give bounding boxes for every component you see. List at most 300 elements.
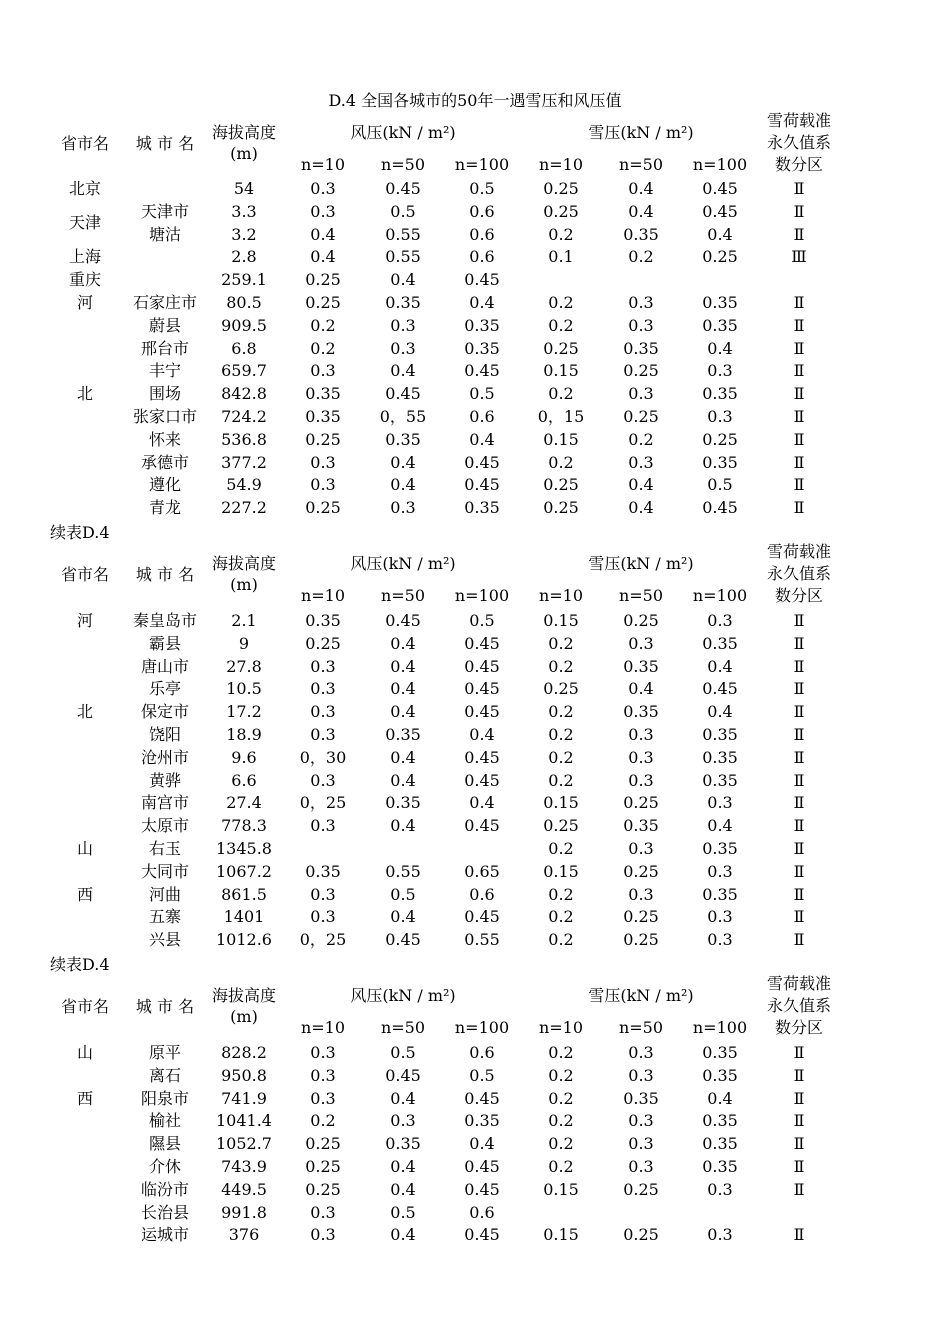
wind-n100-cell: 0.6: [469, 884, 495, 904]
province-label: 北: [76, 702, 93, 722]
snow-n50-cell: 0.25: [623, 361, 659, 381]
header-altitude: 海拔高度: [211, 123, 276, 142]
zone-cell: Ⅱ: [793, 384, 805, 404]
snow-n100-cell: 0.4: [707, 702, 733, 722]
zone-cell: Ⅱ: [793, 1134, 805, 1154]
wind-n100-cell: 0.45: [464, 816, 500, 836]
zone-cell: Ⅱ: [793, 1088, 805, 1108]
city-cell: 乐亭: [148, 679, 181, 699]
wind-n10-cell: 0.4: [310, 247, 336, 267]
snow-n100-cell: 0.35: [702, 384, 738, 404]
snow-n100-cell: 0.35: [702, 884, 738, 904]
city-cell: 大同市: [140, 861, 189, 881]
wind-n100-cell: 0.45: [464, 1179, 500, 1199]
header-altitude-unit: (m): [230, 1007, 258, 1026]
wind-n100-cell: 0.35: [464, 1111, 500, 1131]
province-label: 西: [76, 884, 93, 904]
zone-cell: Ⅱ: [793, 201, 805, 221]
wind-n50-cell: 0.4: [390, 452, 416, 472]
altitude-cell: 54: [233, 179, 255, 198]
altitude-cell: 659.7: [221, 361, 267, 381]
snow-n100-cell: 0.35: [702, 1043, 738, 1062]
snow-n50-cell: 0.3: [628, 839, 654, 858]
wind-n50-cell: 0.4: [390, 1088, 416, 1108]
header-zone-line1: 雪荷载准: [766, 974, 831, 993]
zone-cell: Ⅱ: [793, 293, 805, 312]
wind-n50-cell: 0.45: [385, 179, 421, 198]
wind-n10-cell: 0.3: [310, 770, 336, 790]
city-cell: 霸县: [148, 633, 181, 653]
wind-n10-cell: 0.2: [310, 338, 336, 358]
header-return-period: n=50: [380, 586, 426, 605]
snow-n50-cell: 0.3: [628, 315, 654, 335]
snow-n50-cell: 0.4: [628, 179, 654, 198]
city-cell: 张家口市: [132, 407, 197, 426]
altitude-cell: 909.5: [221, 315, 267, 335]
wind-n50-cell: 0.4: [390, 475, 416, 495]
wind-n100-cell: 0.6: [469, 407, 495, 426]
snow-n100-cell: 0.3: [707, 407, 733, 426]
header-zone-line3: 数分区: [774, 155, 823, 174]
snow-n10-cell: 0.15: [543, 611, 579, 630]
snow-n10-cell: 0.1: [548, 247, 574, 267]
altitude-cell: 3.3: [231, 201, 257, 221]
province-label: 河: [76, 611, 93, 630]
wind-n50-cell: 0.4: [390, 679, 416, 699]
snow-n50-cell: 0.35: [623, 656, 659, 676]
zone-cell: [756, 269, 842, 292]
altitude-cell: 80.5: [226, 293, 262, 312]
altitude-cell: 950.8: [221, 1065, 267, 1085]
altitude-cell: 377.2: [221, 452, 267, 472]
header-return-period: n=50: [618, 586, 664, 605]
snow-n10-cell: 0.25: [543, 816, 579, 836]
wind-n10-cell: 0.4: [310, 224, 336, 244]
snow-n50-cell: 0.3: [628, 1111, 654, 1131]
province-label: 西: [76, 1088, 93, 1108]
snow-n100-cell: 0.35: [702, 293, 738, 312]
header-city: 城 市 名: [135, 565, 195, 584]
snow-n100-cell: 0.3: [707, 907, 733, 927]
header-return-period: n=100: [692, 1018, 748, 1037]
snow-n50-cell: 0.3: [628, 384, 654, 404]
wind-n100-cell: 0.4: [469, 429, 495, 449]
snow-n50-cell: 0.2: [628, 247, 654, 267]
zone-cell: Ⅱ: [793, 725, 805, 744]
snow-n50-cell: 0.25: [623, 611, 659, 630]
zone-cell: Ⅱ: [793, 338, 805, 358]
header-city: 城 市 名: [135, 997, 195, 1016]
city-cell: 黄骅: [148, 770, 181, 790]
snow-n50-cell: 0.35: [623, 224, 659, 244]
snow-n10-cell: 0.2: [548, 315, 574, 335]
header-return-period: n=50: [380, 155, 426, 174]
zone-cell: Ⅱ: [793, 361, 805, 381]
header-return-period: n=50: [618, 1018, 664, 1037]
altitude-cell: 9.6: [231, 747, 257, 767]
snow-n10-cell: 0.2: [548, 452, 574, 472]
wind-n10-cell: 0.25: [305, 633, 341, 653]
wind-n10-cell: 0，25: [299, 930, 347, 950]
snow-n50-cell: 0.4: [628, 679, 654, 699]
snow-n100-cell: 0.3: [707, 361, 733, 381]
wind-n50-cell: 0.4: [390, 1157, 416, 1176]
altitude-cell: 1012.6: [216, 930, 272, 950]
header-return-period: n=10: [300, 155, 346, 174]
snow-n10-cell: 0，15: [537, 407, 585, 426]
snow-n50-cell: 0.35: [623, 338, 659, 358]
wind-n50-cell: 0.55: [385, 224, 421, 244]
wind-n50-cell: 0.35: [385, 1134, 421, 1154]
wind-n100-cell: 0.4: [469, 293, 495, 312]
city-cell: 邢台市: [140, 338, 189, 358]
province-label: 山: [76, 839, 93, 858]
wind-n10-cell: 0.3: [310, 884, 336, 904]
wind-n50-cell: 0.35: [385, 293, 421, 312]
altitude-cell: 724.2: [221, 407, 267, 426]
wind-n10-cell: 0.3: [310, 475, 336, 495]
wind-n100-cell: 0.45: [464, 633, 500, 653]
snow-n100-cell: 0.4: [707, 816, 733, 836]
wind-n100-cell: 0.45: [464, 747, 500, 767]
wind-n50-cell: 0.5: [390, 201, 416, 221]
wind-n100-cell: 0.5: [469, 1065, 495, 1085]
wind-n10-cell: 0.3: [310, 816, 336, 836]
zone-cell: Ⅱ: [793, 770, 805, 790]
header-wind: 风压(kN / m²): [350, 123, 456, 142]
zone-cell: Ⅱ: [793, 407, 805, 426]
altitude-cell: 9: [238, 633, 250, 653]
header-snow: 雪压(kN / m²): [588, 123, 694, 142]
wind-n50-cell: 0.55: [385, 861, 421, 881]
wind-n10-cell: [280, 838, 366, 861]
altitude-cell: 18.9: [226, 725, 262, 744]
header-return-period: n=100: [692, 586, 748, 605]
wind-n10-cell: 0.35: [305, 861, 341, 881]
altitude-cell: 991.8: [221, 1202, 267, 1222]
snow-n10-cell: 0.2: [548, 656, 574, 676]
wind-n100-cell: 0.45: [464, 702, 500, 722]
altitude-cell: 17.2: [226, 702, 262, 722]
zone-cell: Ⅱ: [793, 816, 805, 836]
wind-n10-cell: 0.3: [310, 679, 336, 699]
snow-n50-cell: 0.2: [628, 429, 654, 449]
wind-n100-cell: 0.35: [464, 315, 500, 335]
city-cell: 沧州市: [140, 747, 189, 767]
altitude-cell: 1041.4: [216, 1111, 272, 1131]
wind-n100-cell: 0.45: [464, 361, 500, 381]
city-cell: 承德市: [140, 452, 189, 472]
province-label: 北: [76, 384, 93, 404]
wind-n50-cell: 0.35: [385, 429, 421, 449]
snow-n10-cell: 0.25: [543, 179, 579, 198]
snow-n10-cell: 0.2: [548, 747, 574, 767]
snow-n100-cell: 0.45: [702, 498, 738, 518]
wind-n50-cell: 0.4: [390, 361, 416, 381]
city-cell: 唐山市: [140, 656, 189, 676]
altitude-cell: 741.9: [221, 1088, 267, 1108]
wind-n50-cell: 0.35: [385, 793, 421, 813]
altitude-cell: 2.8: [231, 247, 257, 267]
header-zone-line2: 永久值系: [766, 133, 831, 152]
snow-n10-cell: 0.2: [548, 770, 574, 790]
snow-n10-cell: 0.2: [548, 702, 574, 722]
altitude-cell: 3.2: [231, 224, 257, 244]
wind-n100-cell: 0.6: [469, 224, 495, 244]
snow-n100-cell: [677, 1202, 763, 1225]
zone-cell: Ⅱ: [793, 611, 805, 630]
snow-n50-cell: [598, 1202, 684, 1225]
city-cell: 兴县: [148, 930, 181, 950]
header-province: 省市名: [60, 997, 109, 1016]
city-cell: 保定市: [140, 702, 189, 722]
wind-n100-cell: 0.5: [469, 611, 495, 630]
zone-cell: Ⅱ: [793, 633, 805, 653]
snow-n100-cell: 0.3: [707, 1179, 733, 1199]
snow-n50-cell: 0.3: [628, 1065, 654, 1085]
snow-n50-cell: 0.35: [623, 816, 659, 836]
wind-n50-cell: 0.45: [385, 1065, 421, 1085]
snow-n50-cell: 0.25: [623, 1225, 659, 1245]
wind-n50-cell: 0.45: [385, 384, 421, 404]
snow-n10-cell: 0.2: [548, 1088, 574, 1108]
city-cell: 阳泉市: [140, 1088, 189, 1108]
snow-n10-cell: 0.2: [548, 1134, 574, 1154]
snow-n50-cell: [598, 269, 684, 292]
zone-cell: Ⅱ: [793, 656, 805, 676]
header-return-period: n=10: [300, 1018, 346, 1037]
snow-n100-cell: 0.35: [702, 1157, 738, 1176]
snow-n50-cell: 0.3: [628, 452, 654, 472]
snow-n50-cell: 0.3: [628, 747, 654, 767]
city-cell: 怀来: [148, 429, 181, 449]
zone-cell: Ⅱ: [793, 747, 805, 767]
snow-n10-cell: [518, 269, 604, 292]
wind-n50-cell: 0.5: [390, 1043, 416, 1062]
wind-n100-cell: 0.45: [464, 1088, 500, 1108]
header-city: 城 市 名: [135, 134, 195, 153]
city-cell: 秦皇岛市: [132, 611, 197, 630]
wind-n10-cell: 0.2: [310, 315, 336, 335]
snow-n100-cell: 0.35: [702, 839, 738, 858]
zone-cell: Ⅱ: [793, 679, 805, 699]
header-altitude-unit: (m): [230, 144, 258, 163]
snow-n10-cell: 0.2: [548, 293, 574, 312]
city-cell: [122, 269, 208, 292]
wind-n10-cell: 0.25: [305, 1179, 341, 1199]
snow-n50-cell: 0.25: [623, 907, 659, 927]
snow-n50-cell: 0.35: [623, 1088, 659, 1108]
snow-n10-cell: 0.2: [548, 1043, 574, 1062]
altitude-cell: 861.5: [221, 884, 267, 904]
wind-n100-cell: 0.5: [469, 384, 495, 404]
header-zone-line3: 数分区: [774, 1018, 823, 1037]
city-cell: 遵化: [148, 475, 181, 495]
wind-n100-cell: 0.6: [469, 1202, 495, 1222]
wind-n10-cell: 0.3: [310, 725, 336, 744]
snow-n100-cell: 0.35: [702, 747, 738, 767]
city-cell: [122, 178, 208, 201]
snow-n50-cell: 0.3: [628, 293, 654, 312]
snow-n10-cell: 0.15: [543, 429, 579, 449]
wind-n100-cell: 0.45: [464, 656, 500, 676]
wind-n10-cell: 0.25: [305, 1134, 341, 1154]
snow-n10-cell: 0.15: [543, 793, 579, 813]
province-label: 上海: [68, 247, 101, 267]
city-cell: 五寨: [148, 907, 181, 927]
wind-n50-cell: 0.5: [390, 1202, 416, 1222]
zone-cell: Ⅱ: [793, 1065, 805, 1085]
zone-cell: Ⅲ: [791, 247, 807, 267]
snow-n10-cell: 0.25: [543, 498, 579, 518]
wind-n10-cell: 0.35: [305, 611, 341, 630]
snow-n100-cell: 0.3: [707, 611, 733, 630]
header-snow: 雪压(kN / m²): [588, 554, 694, 573]
city-cell: 天津市: [140, 201, 189, 221]
snow-n100-cell: 0.3: [707, 930, 733, 950]
snow-n10-cell: 0.25: [543, 338, 579, 358]
continued-label: 续表D.4: [50, 955, 110, 974]
header-return-period: n=100: [454, 586, 510, 605]
wind-n100-cell: 0.65: [464, 861, 500, 881]
snow-n100-cell: 0.25: [702, 429, 738, 449]
snow-n100-cell: 0.35: [702, 633, 738, 653]
city-cell: 石家庄市: [132, 293, 197, 312]
zone-cell: Ⅱ: [793, 839, 805, 858]
snow-n50-cell: 0.3: [628, 1134, 654, 1154]
wind-n10-cell: 0.35: [305, 384, 341, 404]
altitude-cell: 2.1: [231, 611, 257, 630]
wind-n50-cell: 0.3: [390, 315, 416, 335]
zone-cell: Ⅱ: [793, 475, 805, 495]
snow-n10-cell: 0.2: [548, 930, 574, 950]
snow-n50-cell: 0.4: [628, 201, 654, 221]
altitude-cell: 1401: [223, 907, 265, 927]
wind-n50-cell: 0.45: [385, 930, 421, 950]
wind-n10-cell: 0.2: [310, 1111, 336, 1131]
snow-n50-cell: 0.3: [628, 633, 654, 653]
snow-n10-cell: 0.2: [548, 839, 574, 858]
province-label: 河: [76, 293, 93, 312]
wind-n10-cell: 0.25: [305, 498, 341, 518]
snow-n10-cell: 0.2: [548, 1157, 574, 1176]
wind-n10-cell: 0.3: [310, 1065, 336, 1085]
snow-n100-cell: 0.35: [702, 725, 738, 744]
city-cell: 南宫市: [140, 793, 189, 813]
city-cell: 青龙: [148, 498, 181, 518]
wind-n50-cell: 0.4: [390, 1179, 416, 1199]
snow-n10-cell: 0.2: [548, 907, 574, 927]
snow-n50-cell: 0.25: [623, 407, 659, 426]
zone-cell: Ⅱ: [793, 429, 805, 449]
altitude-cell: 536.8: [221, 429, 267, 449]
city-cell: 长治县: [140, 1202, 189, 1222]
snow-n100-cell: [677, 269, 763, 292]
wind-n10-cell: 0.25: [305, 429, 341, 449]
snow-n10-cell: 0.15: [543, 361, 579, 381]
zone-cell: Ⅱ: [793, 498, 805, 518]
snow-n50-cell: 0.25: [623, 930, 659, 950]
header-altitude: 海拔高度: [211, 554, 276, 573]
snow-n10-cell: 0.2: [548, 1111, 574, 1131]
wind-n100-cell: 0.45: [464, 1225, 500, 1245]
wind-n100-cell: 0.45: [464, 679, 500, 699]
wind-n10-cell: 0.3: [310, 702, 336, 722]
zone-cell: Ⅱ: [793, 793, 805, 813]
wind-n100-cell: 0.45: [464, 1157, 500, 1176]
wind-n100-cell: 0.4: [469, 793, 495, 813]
wind-n50-cell: 0.4: [390, 270, 416, 290]
wind-n10-cell: 0.3: [310, 1043, 336, 1062]
wind-n50-cell: 0，55: [379, 407, 427, 426]
wind-n50-cell: 0.4: [390, 702, 416, 722]
wind-n50-cell: 0.4: [390, 816, 416, 836]
snow-n50-cell: 0.3: [628, 770, 654, 790]
snow-n10-cell: 0.15: [543, 861, 579, 881]
wind-n100-cell: 0.45: [464, 475, 500, 495]
snow-n50-cell: 0.4: [628, 475, 654, 495]
altitude-cell: 1052.7: [216, 1134, 272, 1154]
altitude-cell: 828.2: [221, 1043, 267, 1062]
header-zone-line1: 雪荷载准: [766, 542, 831, 561]
snow-n50-cell: 0.3: [628, 884, 654, 904]
wind-n50-cell: 0.4: [390, 633, 416, 653]
header-altitude-unit: (m): [230, 575, 258, 594]
city-cell: 隰县: [148, 1134, 181, 1154]
wind-n10-cell: 0.3: [310, 179, 336, 198]
header-return-period: n=10: [538, 1018, 584, 1037]
altitude-cell: 6.6: [231, 770, 257, 790]
snow-n10-cell: 0.25: [543, 679, 579, 699]
header-return-period: n=100: [692, 155, 748, 174]
snow-n100-cell: 0.4: [707, 338, 733, 358]
wind-n10-cell: 0，30: [299, 747, 347, 767]
zone-cell: Ⅱ: [793, 452, 805, 472]
city-cell: 运城市: [140, 1225, 189, 1245]
wind-n100-cell: [439, 838, 525, 861]
snow-n100-cell: 0.3: [707, 793, 733, 813]
zone-cell: Ⅱ: [793, 1225, 805, 1245]
wind-n10-cell: 0.3: [310, 452, 336, 472]
snow-n10-cell: 0.25: [543, 475, 579, 495]
zone-cell: Ⅱ: [793, 1157, 805, 1176]
header-wind: 风压(kN / m²): [350, 554, 456, 573]
city-cell: 蔚县: [148, 315, 181, 335]
header-return-period: n=10: [538, 586, 584, 605]
wind-n10-cell: 0.3: [310, 361, 336, 381]
snow-n100-cell: 0.45: [702, 679, 738, 699]
snow-n10-cell: [518, 1202, 604, 1225]
city-cell: 原平: [148, 1043, 181, 1062]
wind-n10-cell: 0.3: [310, 907, 336, 927]
wind-n10-cell: 0.25: [305, 270, 341, 290]
city-cell: [122, 246, 208, 269]
header-altitude: 海拔高度: [211, 986, 276, 1005]
continued-label: 续表D.4: [50, 523, 110, 542]
header-return-period: n=50: [618, 155, 664, 174]
wind-n10-cell: 0.3: [310, 1225, 336, 1245]
wind-n50-cell: 0.4: [390, 747, 416, 767]
province-label: 重庆: [68, 270, 101, 290]
snow-n50-cell: 0.35: [623, 702, 659, 722]
wind-n50-cell: 0.3: [390, 338, 416, 358]
province-label: 天津: [68, 213, 101, 233]
altitude-cell: 1067.2: [216, 861, 272, 881]
wind-n100-cell: 0.45: [464, 270, 500, 290]
wind-n100-cell: 0.35: [464, 498, 500, 518]
wind-n100-cell: 0.6: [469, 1043, 495, 1062]
city-cell: 临汾市: [140, 1179, 189, 1199]
